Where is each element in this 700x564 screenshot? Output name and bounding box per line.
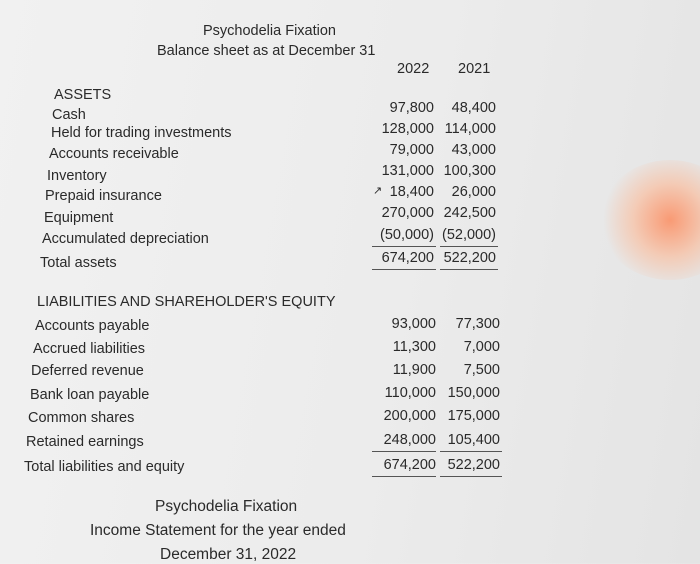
asset-value-2021: 26,000	[451, 184, 496, 200]
asset-value-2022: 270,000	[381, 205, 434, 221]
income-statement-title: Income Statement for the year ended	[90, 522, 346, 539]
light-glare	[600, 160, 700, 280]
subtotal-rule	[372, 246, 436, 247]
total-rule	[372, 269, 436, 270]
liability-value-2021: 7,500	[463, 362, 500, 378]
subtotal-rule	[440, 246, 498, 247]
liability-value-2021: 77,300	[455, 316, 500, 332]
asset-value-2021: 100,300	[443, 163, 496, 179]
asset-label: Cash	[52, 107, 86, 123]
asset-value-2022: 131,000	[381, 163, 434, 179]
income-company-name: Psychodelia Fixation	[155, 498, 298, 515]
asset-value-2021: (52,000)	[441, 227, 496, 243]
assets-heading: ASSETS	[54, 87, 112, 103]
liability-value-2022: 200,000	[383, 408, 436, 424]
company-name: Psychodelia Fixation	[203, 23, 336, 39]
asset-value-2022: 79,000	[389, 142, 434, 158]
liability-label: Common shares	[28, 410, 135, 426]
asset-label: Inventory	[47, 168, 107, 184]
liability-label: Total liabilities and equity	[24, 459, 185, 475]
liability-value-2022: 93,000	[391, 316, 436, 332]
liability-label: Bank loan payable	[30, 387, 150, 403]
asset-label: Accumulated depreciation	[42, 231, 209, 247]
liability-value-2021: 175,000	[447, 408, 500, 424]
asset-value-2022: 128,000	[381, 121, 434, 137]
asset-label: Prepaid insurance	[45, 188, 162, 204]
liability-value-2022: 11,900	[392, 362, 436, 378]
asset-label: Accounts receivable	[49, 146, 179, 162]
asset-value-2022: (50,000)	[379, 227, 434, 243]
liability-label: Accrued liabilities	[33, 341, 146, 357]
subtotal-rule	[372, 451, 436, 452]
asset-value-2021: 114,000	[444, 121, 496, 137]
liability-label: Retained earnings	[26, 434, 144, 450]
liability-value-2022: 248,000	[383, 432, 436, 448]
asset-label: Total assets	[40, 255, 117, 271]
asset-value-2022: 18,400	[389, 184, 434, 200]
asset-value-2021: 242,500	[443, 205, 496, 221]
liabilities-heading: LIABILITIES AND SHAREHOLDER'S EQUITY	[37, 294, 336, 310]
total-rule	[440, 476, 502, 477]
total-rule	[372, 476, 436, 477]
income-statement-date: December 31, 2022	[160, 546, 297, 563]
liability-value-2021: 7,000	[463, 339, 500, 355]
asset-value-2021: 48,400	[451, 100, 496, 116]
balance-sheet-title: Balance sheet as at December 31	[157, 43, 376, 59]
liability-value-2021: 522,200	[447, 457, 500, 473]
asset-value-2021: 43,000	[451, 142, 496, 158]
liability-value-2022: 674,200	[383, 457, 436, 473]
liability-label: Accounts payable	[35, 318, 150, 334]
asset-value-2022: 97,800	[389, 100, 434, 116]
cursor-arrow-icon: ↗	[373, 185, 383, 197]
asset-value-2021: 522,200	[443, 250, 496, 266]
asset-label: Equipment	[44, 210, 114, 226]
liability-value-2021: 105,400	[447, 432, 500, 448]
subtotal-rule	[440, 451, 502, 452]
liability-value-2021: 150,000	[447, 385, 500, 401]
asset-label: Held for trading investments	[51, 125, 232, 141]
total-rule	[440, 269, 498, 270]
year-2021-header: 2021	[458, 61, 491, 77]
asset-value-2022: 674,200	[381, 250, 434, 266]
year-2022-header: 2022	[397, 61, 430, 77]
liability-label: Deferred revenue	[31, 363, 144, 379]
liability-value-2022: 11,300	[392, 339, 436, 355]
liability-value-2022: 110,000	[384, 385, 436, 401]
